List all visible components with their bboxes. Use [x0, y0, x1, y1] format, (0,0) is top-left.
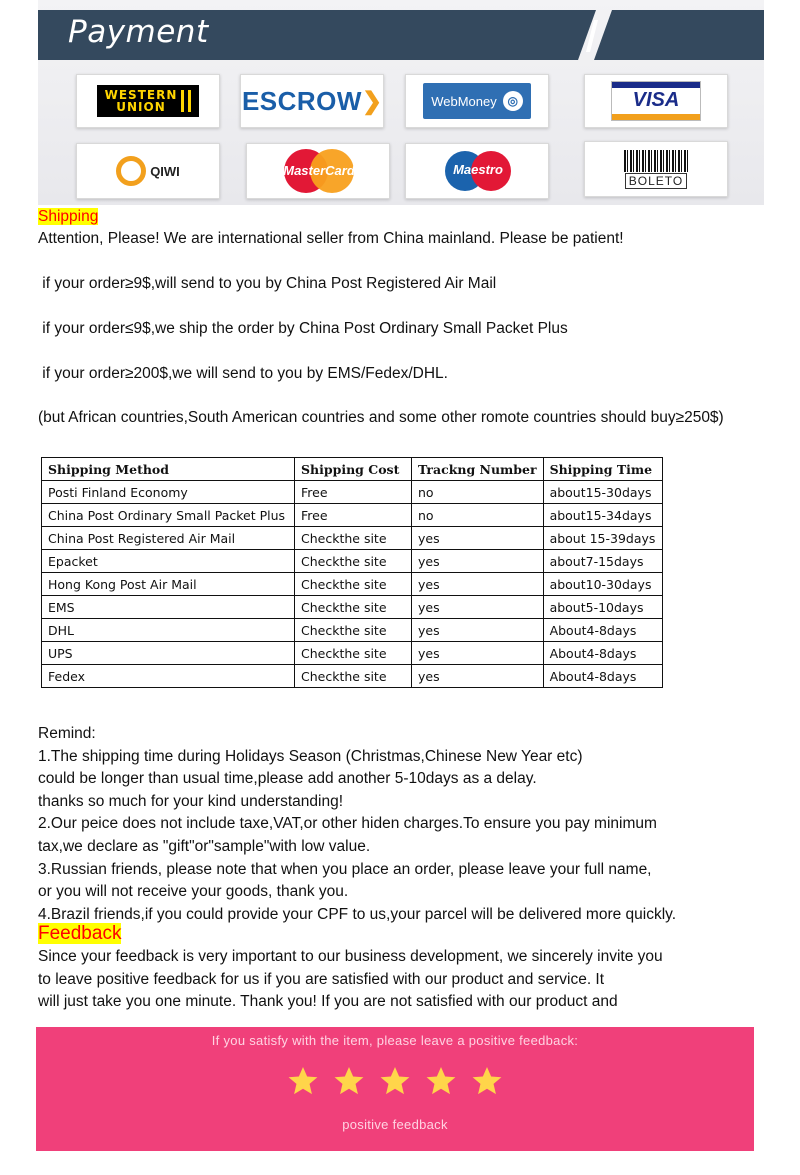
mastercard-logo: [246, 143, 390, 199]
cell-tracking: yes: [412, 665, 544, 688]
maestro-text: Maestro: [453, 162, 503, 177]
remind-line: 2.Our peice does not include taxe,VAT,or other hiden charges.To ensure you pay minimum: [38, 815, 657, 833]
cell-cost: Checkthe site: [295, 527, 412, 550]
webmoney-logo: [405, 74, 549, 128]
barcode-icon: [624, 150, 688, 172]
feedback-heading-text: Feedback: [38, 923, 122, 944]
star-icon: [333, 1065, 365, 1097]
cell-tracking: yes: [412, 619, 544, 642]
escrow-arrow-icon: ❯: [361, 87, 383, 115]
visa-text: VISA: [632, 89, 680, 111]
cell-method: China Post Ordinary Small Packet Plus: [42, 504, 295, 527]
cell-time: About4-8days: [543, 665, 662, 688]
webmoney-text: WebMoney: [431, 93, 497, 109]
cell-cost: Free: [295, 481, 412, 504]
star-icon: [471, 1065, 503, 1097]
visa-logo: [584, 74, 728, 128]
webmoney-globe-icon: ◎: [503, 91, 523, 111]
feedback-banner-bottom: positive feedback: [342, 1117, 448, 1132]
table-header-row: [42, 458, 663, 481]
maestro-logo: [405, 143, 549, 199]
western-union-line1: WESTERN: [104, 88, 178, 102]
western-union-logo: [76, 74, 220, 128]
qiwi-ring-icon: [116, 156, 146, 186]
cell-time: about10-30days: [543, 573, 662, 596]
escrow-text: ESCROW: [241, 85, 362, 116]
header-method: Shipping Method: [42, 458, 295, 481]
shipping-rule-3: if your order≥200$,we will send to you by EMS/Fedex/DHL.: [38, 365, 448, 382]
star-icon: [287, 1065, 319, 1097]
remind-line: tax,we declare as "gift"or"sample"with low value.: [38, 837, 371, 855]
cell-time: about15-34days: [543, 504, 662, 527]
boleto-text: BOLETO: [625, 173, 687, 189]
table-row: [42, 504, 663, 527]
cell-method: Posti Finland Economy: [42, 481, 295, 504]
remind-line: 3.Russian friends, please note that when you place an order, please leave your full name,: [38, 860, 652, 878]
western-union-bars-icon: [181, 90, 191, 112]
table-row: [42, 642, 663, 665]
cell-time: about15-30days: [543, 481, 662, 504]
header-tracking: Trackng Number: [412, 458, 544, 481]
header-time: Shipping Time: [543, 458, 662, 481]
table-row: [42, 665, 663, 688]
cell-tracking: yes: [412, 573, 544, 596]
boleto-logo: [584, 141, 728, 197]
shipping-heading: [38, 208, 98, 226]
table-row: [42, 527, 663, 550]
shipping-note: (but African countries,South American countries and some other romote countries should buy≥250$): [38, 409, 724, 426]
cell-cost: Checkthe site: [295, 665, 412, 688]
remind-line: 4.Brazil friends,if you could provide your CPF to us,your parcel will be delivered more quickly.: [38, 905, 677, 923]
feedback-heading: [38, 923, 121, 945]
qiwi-logo: [76, 143, 220, 199]
cell-cost: Checkthe site: [295, 642, 412, 665]
cell-time: About4-8days: [543, 619, 662, 642]
western-union-line2: UNION: [116, 100, 166, 114]
cell-method: UPS: [42, 642, 295, 665]
star-rating: [36, 1065, 754, 1097]
cell-tracking: yes: [412, 642, 544, 665]
cell-cost: Checkthe site: [295, 550, 412, 573]
cell-cost: Checkthe site: [295, 573, 412, 596]
escrow-logo: [240, 74, 384, 128]
feedback-line: will just take you one minute. Thank you! If you are not satisfied with our product and: [38, 993, 618, 1011]
cell-cost: Checkthe site: [295, 596, 412, 619]
cell-time: about 15-39days: [543, 527, 662, 550]
cell-tracking: yes: [412, 550, 544, 573]
qiwi-text: QIWI: [150, 163, 180, 179]
cell-cost: Free: [295, 504, 412, 527]
remind-heading: Remind:: [38, 725, 96, 742]
cell-tracking: no: [412, 504, 544, 527]
feedback-banner: [36, 1027, 754, 1151]
shipping-rule-2: if your order≤9$,we ship the order by China Post Ordinary Small Packet Plus: [38, 320, 568, 337]
remind-section: [38, 723, 676, 926]
cell-method: Fedex: [42, 665, 295, 688]
feedback-line: Since your feedback is very important to our business development, we sincerely invite you: [38, 948, 663, 965]
cell-tracking: yes: [412, 527, 544, 550]
cell-time: about7-15days: [543, 550, 662, 573]
cell-cost: Checkthe site: [295, 619, 412, 642]
table-body: [42, 481, 663, 688]
shipping-table: [41, 457, 663, 688]
cell-method: EMS: [42, 596, 295, 619]
remind-line: 1.The shipping time during Holidays Season (Christmas,Chinese New Year etc): [38, 747, 583, 765]
feedback-line: to leave positive feedback for us if you are satisfied with our product and service. It: [38, 970, 605, 988]
cell-method: China Post Registered Air Mail: [42, 527, 295, 550]
header-cost: Shipping Cost: [295, 458, 412, 481]
table-row: [42, 619, 663, 642]
payment-title: Payment: [68, 14, 209, 50]
cell-method: DHL: [42, 619, 295, 642]
shipping-attention: Attention, Please! We are international seller from China mainland. Please be patient!: [38, 230, 624, 247]
table-row: [42, 550, 663, 573]
mastercard-text: MasterCard: [283, 163, 355, 178]
feedback-banner-top: If you satisfy with the item, please leave a positive feedback:: [211, 1033, 579, 1048]
cell-time: About4-8days: [543, 642, 662, 665]
cell-time: about5-10days: [543, 596, 662, 619]
feedback-body: [38, 946, 663, 1014]
table-row: [42, 481, 663, 504]
remind-line: or you will not receive your goods, thank you.: [38, 883, 349, 901]
cell-tracking: no: [412, 481, 544, 504]
cell-method: Hong Kong Post Air Mail: [42, 573, 295, 596]
star-icon: [425, 1065, 457, 1097]
star-icon: [379, 1065, 411, 1097]
shipping-rule-1: if your order≥9$,will send to you by China Post Registered Air Mail: [38, 275, 497, 292]
payment-header: [38, 10, 764, 60]
remind-line: could be longer than usual time,please add another 5-10days as a delay.: [38, 770, 537, 788]
remind-line: thanks so much for your kind understanding!: [38, 792, 344, 810]
cell-method: Epacket: [42, 550, 295, 573]
cell-tracking: yes: [412, 596, 544, 619]
table-row: [42, 596, 663, 619]
shipping-heading-text: Shipping: [38, 208, 99, 225]
table-row: [42, 573, 663, 596]
payment-banner: [38, 0, 764, 205]
